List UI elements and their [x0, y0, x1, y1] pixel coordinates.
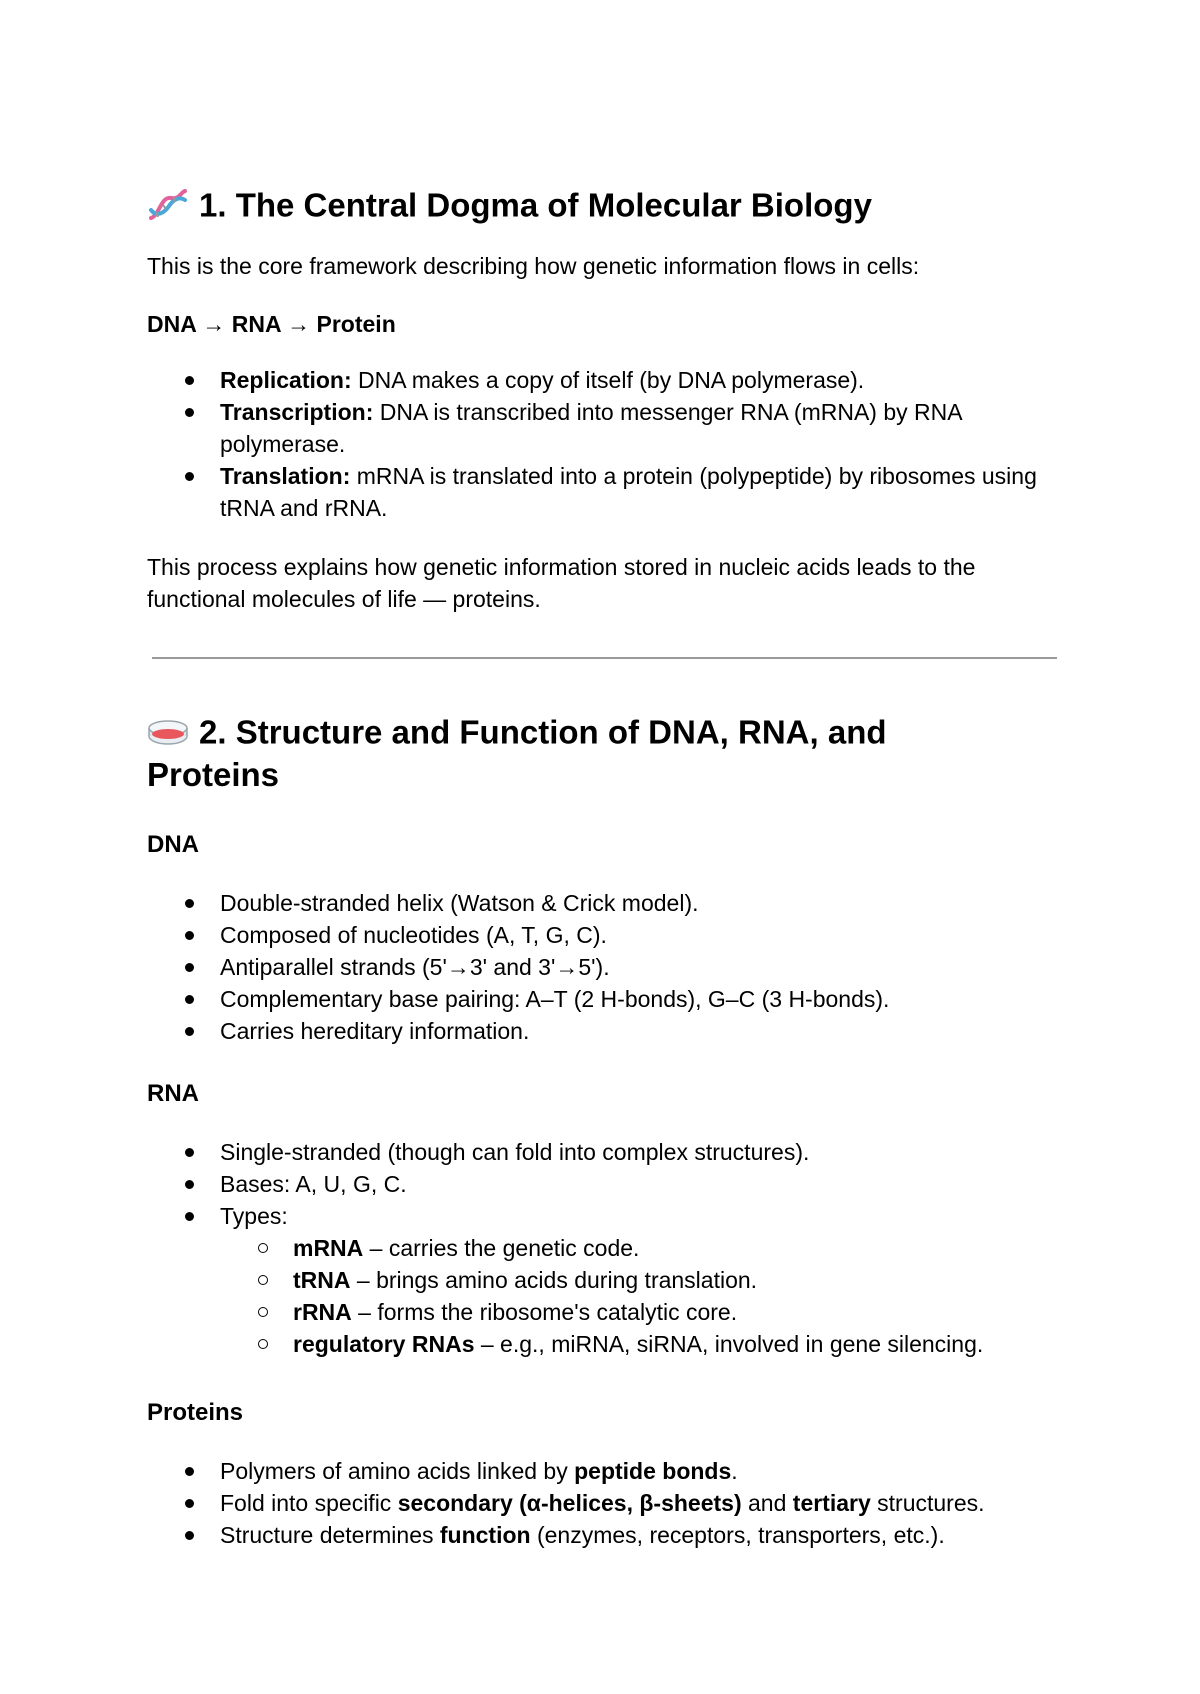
dna-icon [147, 188, 189, 222]
section1-heading-text: 1. The Central Dogma of Molecular Biology [199, 186, 872, 224]
rna-heading: RNA [147, 1080, 199, 1107]
section1-intro: This is the core framework describing how genetic information flows in cells: [147, 253, 920, 279]
proteins-heading: Proteins [147, 1399, 244, 1426]
proteins-list [147, 1455, 1067, 1551]
list-item: Replication: DNA makes a copy of itself (by DNA polymerase). [147, 364, 1067, 396]
list-item: Double-stranded helix (Watson & Crick model). [147, 887, 1067, 919]
list-item: Polymers of amino acids linked by peptide bonds. [147, 1455, 1067, 1487]
dna-list [147, 887, 1067, 1047]
list-item: Structure determines function (enzymes, receptors, transporters, etc.). [147, 1519, 1067, 1551]
list-item: Complementary base pairing: A–T (2 H-bonds), G–C (3 H-bonds). [147, 983, 1067, 1015]
list-item: Translation: mRNA is translated into a protein (polypeptide) by ribosomes using tRNA and rRNA. [147, 460, 1067, 524]
list-item: Carries hereditary information. [147, 1015, 1067, 1047]
list-item: Composed of nucleotides (A, T, G, C). [147, 919, 1067, 951]
list-item: Types: [147, 1200, 1067, 1232]
section1-heading [147, 180, 872, 228]
rna-types-list [147, 1232, 1067, 1360]
section2-heading-line2: Proteins [147, 756, 280, 793]
list-item: mRNA – carries the genetic code. [147, 1232, 1067, 1264]
list-item: rRNA – forms the ribosome's catalytic core. [147, 1296, 1067, 1328]
list-item: tRNA – brings amino acids during translation. [147, 1264, 1067, 1296]
petri-dish-icon [147, 715, 189, 749]
central-dogma-flow: DNA → RNA → Protein [147, 311, 396, 337]
list-item: Fold into specific secondary (α-helices, β-sheets) and tertiary structures. [147, 1487, 1067, 1519]
list-item: Bases: A, U, G, C. [147, 1168, 1067, 1200]
dna-heading: DNA [147, 831, 199, 858]
section2-heading [147, 707, 887, 755]
list-item: regulatory RNAs – e.g., miRNA, siRNA, involved in gene silencing. [147, 1328, 1067, 1360]
central-dogma-list [147, 364, 1067, 524]
rna-list [147, 1136, 1067, 1232]
list-item: Single-stranded (though can fold into complex structures). [147, 1136, 1067, 1168]
list-item: Transcription: DNA is transcribed into messenger RNA (mRNA) by RNA polymerase. [147, 396, 1067, 460]
section-divider [152, 657, 1057, 659]
section2-heading-line1: 2. Structure and Function of DNA, RNA, and [199, 713, 887, 751]
list-item: Antiparallel strands (5'→3' and 3'→5'). [147, 951, 1067, 983]
section1-conclusion: This process explains how genetic information stored in nucleic acids leads to the functional molecules of life — proteins. [147, 554, 976, 612]
